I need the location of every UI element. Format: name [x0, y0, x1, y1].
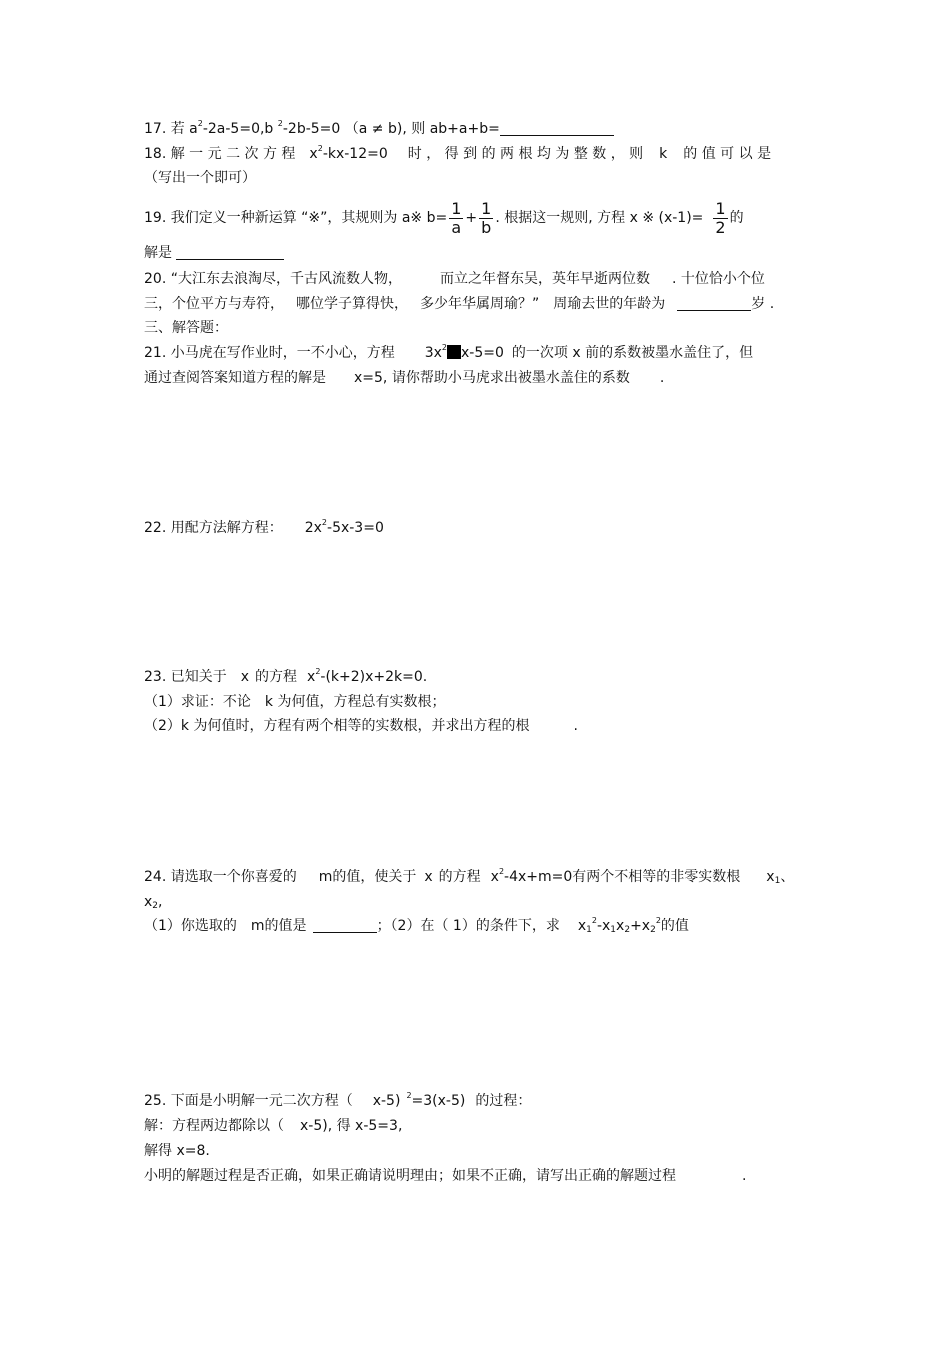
question-24-parts: （1）你选取的 m的值是 ；（2）在（ 1）的条件下，求 $x_1^2-x_1x_2+x_2^2$的值: [144, 916, 689, 935]
answer-blank-24[interactable]: [313, 918, 377, 933]
question-25: 25. 下面是小明解一元二次方程（ x-5) $^2$=3(x-5) 的过程：: [144, 1091, 532, 1109]
question-20: 20. “大江东去浪淘尽，千古风流数人物， 而立之年督东吴，英年早逝两位数 . 十位恰小个位: [144, 271, 765, 287]
question-23-part2: （2）k 为何值时，方程有两个相等的实数根，并求出方程的根 .: [144, 718, 578, 734]
q17-number: 17. 若: [144, 121, 185, 137]
question-18: 18. 解 一 元 二 次 方 程 $x^2-kx-12=0$ 时 ， 得 到 的 两 根 均 为 整 数 ， 则 k 的 值 可 以 是: [144, 144, 772, 162]
question-19-line2: 解是: [144, 243, 284, 263]
question-25-line3: 解得 x=8.: [144, 1143, 210, 1159]
fraction-1-over-2: $\frac{1}{2}$: [715, 198, 726, 237]
answer-blank-20[interactable]: [677, 296, 751, 311]
question-20-line2: 三，个位平方与寿符， 哪位学子算得快， 多少年华属周瑜？” 周瑜去世的年龄为 岁 .: [144, 296, 775, 312]
answer-blank-19[interactable]: [176, 245, 284, 260]
question-25-line4: 小明的解题过程是否正确，如果正确请说明理由；如果不正确，请写出正确的解题过程 .: [144, 1168, 747, 1184]
question-18-line2: （写出一个即可）: [144, 170, 256, 186]
fraction-1-over-b: $\frac{1}{b}$: [481, 198, 492, 237]
section-heading: 三、解答题：: [144, 320, 228, 336]
question-19: 19. 我们定义一种新运算 “※”，其规则为 a※ b= $\frac{1}{a}$ + $\frac{1}{b}$ . 根据这一规则, 方程 x ※ (x-1)= $\frac{1}{2}$ 的: [144, 198, 744, 237]
question-21-line2: 通过查阅答案知道方程的解是 x=5, 请你帮助小马虎求出被墨水盖住的系数 .: [144, 370, 665, 386]
question-17: 17. 若 $a^2-2a-5=0,b$ $^2$-2b-5=0 （a ≠ b), 则 ab+a+b=: [144, 119, 614, 139]
question-25-line2: 解：方程两边都除以（ x-5), 得 x-5=3,: [144, 1118, 403, 1134]
fraction-1-over-a: $\frac{1}{a}$: [451, 198, 462, 237]
question-24-line2: $x_2$,: [144, 894, 163, 911]
question-22: 22. 用配方法解方程： $2x^2-5x-3=0$: [144, 518, 384, 536]
ink-blot: [447, 345, 461, 359]
question-21: 21. 小马虎在写作业时，一不小心，方程 $3x^2$ x-5=0 的一次项 x 前的系数被墨水盖住了，但: [144, 343, 754, 361]
answer-blank-17[interactable]: [500, 121, 614, 136]
question-23: 23. 已知关于 x 的方程 $x^2-(k+2)x+2k=0$.: [144, 667, 428, 685]
question-23-part1: （1）求证：不论 k 为何值，方程总有实数根；: [144, 694, 446, 710]
question-24: 24. 请选取一个你喜爱的 m的值，使关于 x 的方程 $x^2-4x+m=0$有两个不相等的非零实数根 $x_1$、: [144, 867, 795, 886]
